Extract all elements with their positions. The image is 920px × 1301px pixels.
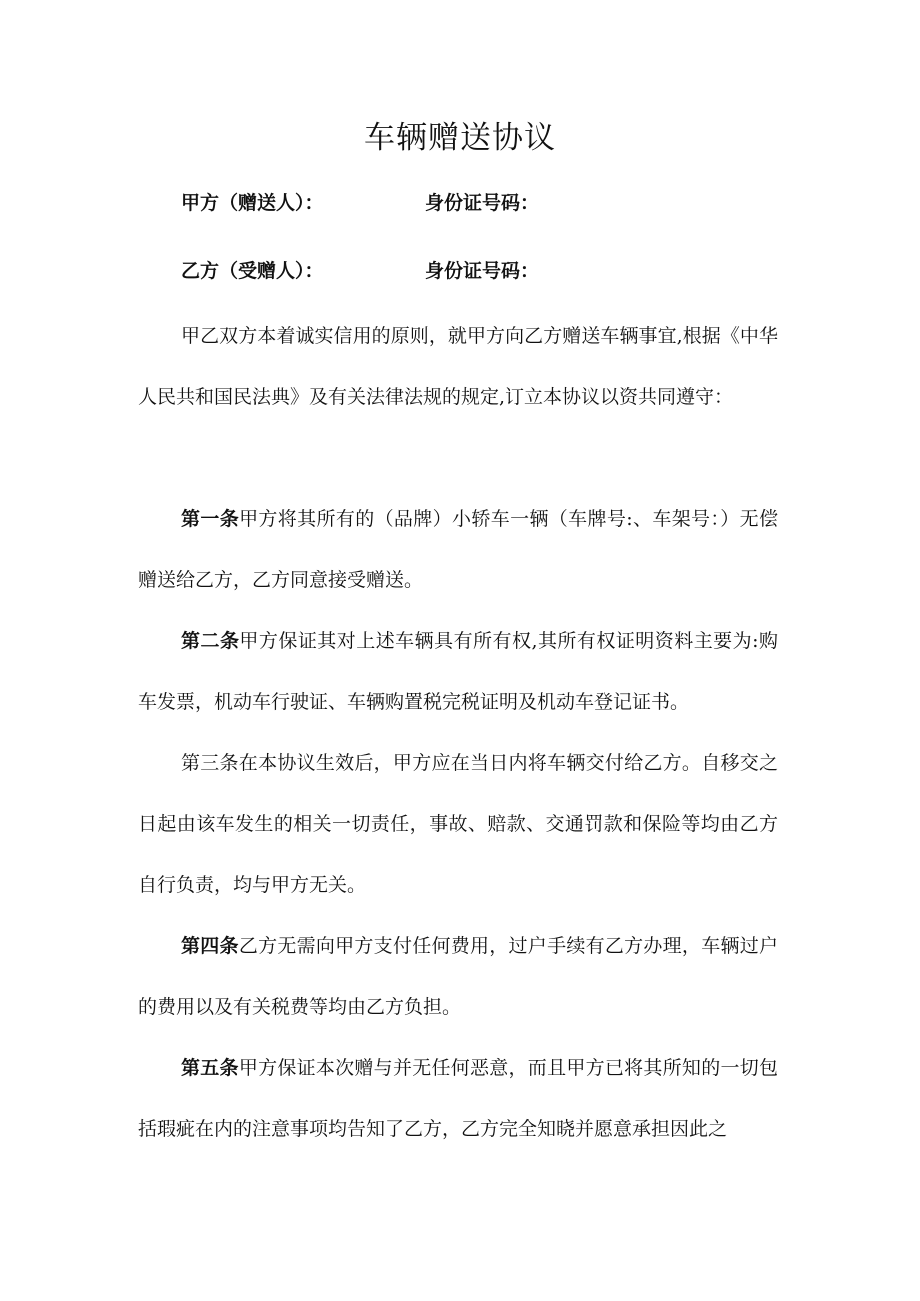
- article-1-heading: 第一条: [181, 508, 240, 530]
- article-3: [138, 733, 778, 916]
- article-1: [138, 489, 778, 611]
- party-a-id-label: 身份证号码：: [425, 192, 540, 214]
- article-2: [138, 611, 778, 733]
- intro-paragraph: 甲乙双方本着诚实信用的原则，就甲方向乙方赠送车辆事宜,根据《中华人民共和国民法典》及有关法律法规的规定,订立本协议以资共同遵守：: [138, 325, 778, 408]
- article-4: [138, 916, 778, 1038]
- article-2-heading: 第二条: [181, 630, 240, 652]
- article-1-text: 甲方将其所有的（品牌）小轿车一辆（车牌号:、车架号：）无偿赠送给乙方，乙方同意接受赠送。: [138, 508, 778, 591]
- party-b-id-label: 身份证号码：: [425, 260, 540, 282]
- article-5: [138, 1038, 778, 1160]
- party-a-line: [181, 188, 539, 215]
- article-3-text: 第三条在本协议生效后，甲方应在当日内将车辆交付给乙方。自移交之日起由该车发生的相关一切责任，事故、赔款、交通罚款和保险等均由乙方自行负责，均与甲方无关。: [138, 752, 778, 896]
- article-5-heading: 第五条: [181, 1057, 239, 1079]
- article-5-text: 甲方保证本次赠与并无任何恶意，而且甲方已将其所知的一切包括瑕疵在内的注意事项均告知了乙方，乙方完全知晓并愿意承担因此之: [138, 1057, 778, 1140]
- document-title: 车辆赠送协议: [364, 120, 556, 156]
- party-a-label: 甲方（赠送人）：: [181, 192, 324, 214]
- article-4-text: 乙方无需向甲方支付任何费用，过户手续有乙方办理，车辆过户的费用以及有关税费等均由乙方负担。: [138, 935, 778, 1018]
- party-b-label: 乙方（受赠人）：: [181, 260, 324, 282]
- article-4-heading: 第四条: [181, 935, 239, 957]
- party-b-line: [181, 256, 539, 283]
- article-2-text: 甲方保证其对上述车辆具有所有权,其所有权证明资料主要为:购车发票，机动车行驶证、车辆购置税完税证明及机动车登记证书。: [138, 630, 778, 713]
